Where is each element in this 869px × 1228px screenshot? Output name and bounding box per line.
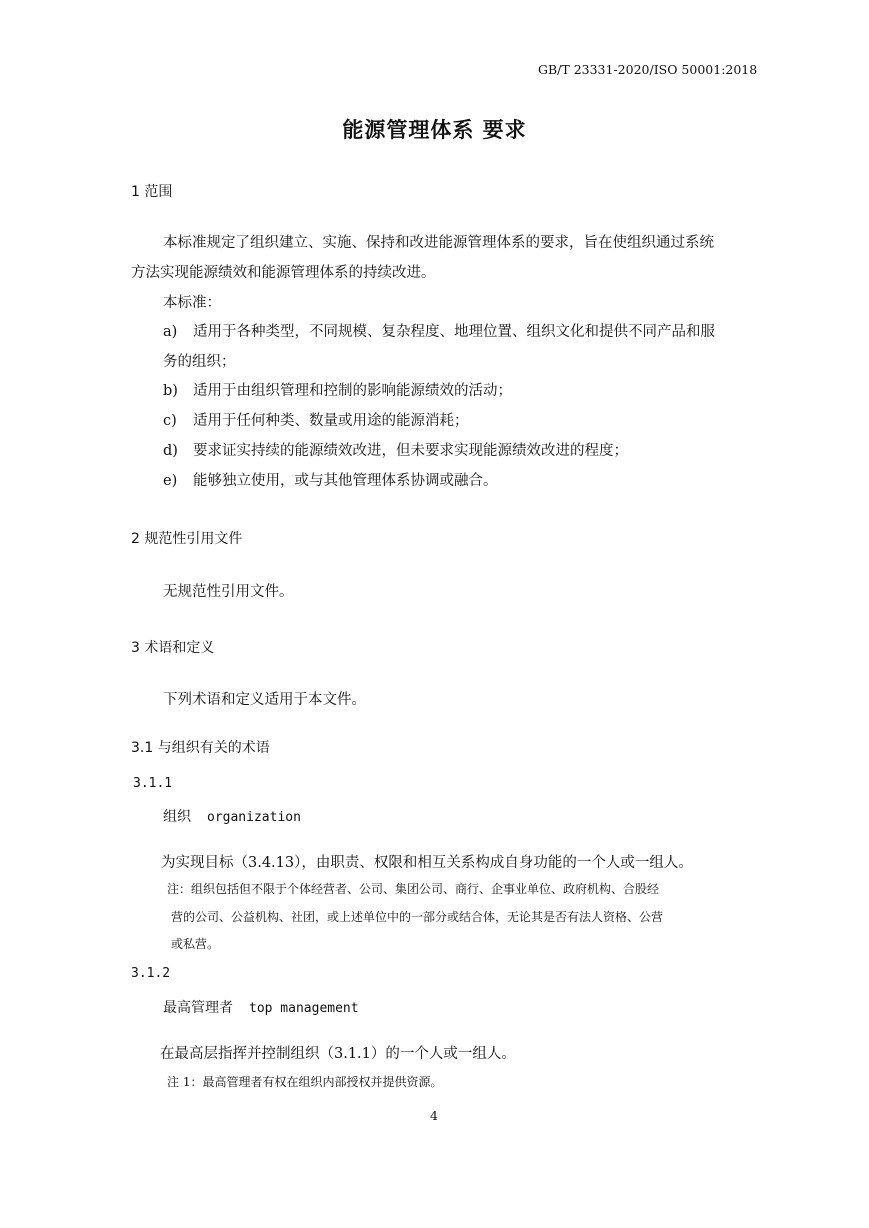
list-item-letter: b) <box>163 383 178 399</box>
section-1-para-line2: 方法实现能源绩效和能源管理体系的持续改进。 <box>131 265 436 281</box>
section-3-heading: 3 术语和定义 <box>131 640 215 656</box>
standard-code: GB/T 23331-2020/ISO 50001:2018 <box>538 62 758 77</box>
list-item-a-line2: 务的组织； <box>163 354 236 370</box>
section-2-para: 无规范性引用文件。 <box>163 584 294 600</box>
section-1-intro: 本标准： <box>163 295 221 311</box>
term-definition: 为实现目标（3.4.13），由职责、权限和相互关系构成自身功能的一个人或一组人。 <box>161 855 693 871</box>
term-note-line3: 或私营。 <box>171 937 220 951</box>
term-note-line2: 营的公司、公益机构、社团，或上述单位中的一部分或结合体，无论其是否有法人资格、公营 <box>171 910 664 924</box>
list-item-text: 适用于任何种类、数量或用途的能源消耗； <box>193 413 469 429</box>
term-definition: 在最高层指挥并控制组织（3.1.1）的一个人或一组人。 <box>160 1046 516 1062</box>
section-2-heading: 2 规范性引用文件 <box>131 531 243 547</box>
term-cn: 组织 <box>163 809 191 825</box>
page-number: 4 <box>430 1108 438 1123</box>
term-en: organization <box>207 810 301 825</box>
list-item-text: 适用于由组织管理和控制的影响能源绩效的活动； <box>193 383 512 399</box>
list-item-text: 能够独立使用，或与其他管理体系协调或融合。 <box>193 473 498 489</box>
term-number: 3.1.1 <box>133 776 173 791</box>
list-item-text: 适用于各种类型，不同规模、复杂程度、地理位置、组织文化和提供不同产品和服 <box>193 324 715 340</box>
list-item-letter: c) <box>163 413 177 429</box>
section-3-1-heading: 3.1 与组织有关的术语 <box>131 740 270 756</box>
document-title: 能源管理体系 要求 <box>342 118 527 142</box>
term-note-line1: 注：组织包括但不限于个体经营者、公司、集团公司、商行、企事业单位、政府机构、合股经 <box>167 882 660 896</box>
section-1-para-line1: 本标准规定了组织建立、实施、保持和改进能源管理体系的要求，旨在使组织通过系统 <box>163 235 714 251</box>
section-1-heading: 1 范围 <box>131 184 173 200</box>
list-item-text: 要求证实持续的能源绩效改进，但未要求实现能源绩效改进的程度； <box>193 443 628 459</box>
term-title <box>163 806 301 826</box>
term-cn: 最高管理者 <box>163 1000 233 1016</box>
term-title <box>163 997 359 1017</box>
list-item-d <box>163 439 628 460</box>
term-number: 3.1.2 <box>131 966 171 981</box>
section-3-para: 下列术语和定义适用于本文件。 <box>163 692 366 708</box>
term-note-line1: 注 1：最高管理者有权在组织内部授权并提供资源。 <box>167 1075 443 1089</box>
list-item-e <box>163 469 498 490</box>
list-item-letter: a) <box>163 324 178 340</box>
term-en: top management <box>249 1001 359 1016</box>
list-item-c <box>163 409 469 430</box>
list-item-letter: e) <box>163 473 178 489</box>
list-item-a <box>163 320 715 341</box>
list-item-letter: d) <box>163 443 178 459</box>
list-item-b <box>163 379 512 400</box>
